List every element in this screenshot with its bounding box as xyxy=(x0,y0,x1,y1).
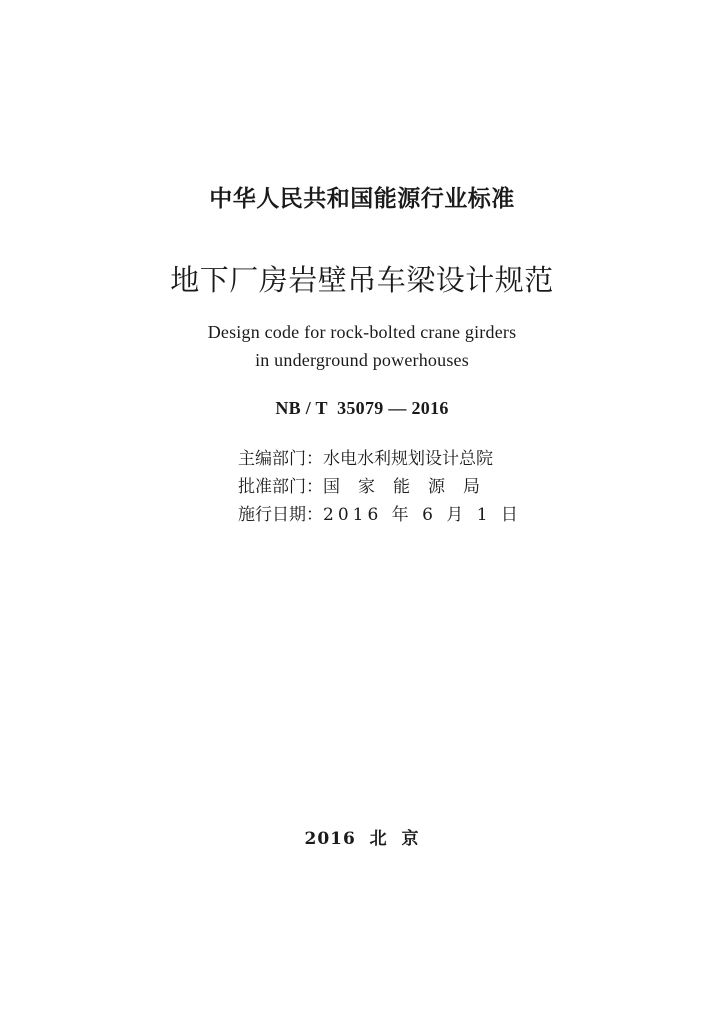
publication-year-place: 2016 北 京 xyxy=(304,829,420,849)
info-label: 主编部门： xyxy=(238,449,323,469)
info-value: 2016 年 6 月 1 日 xyxy=(323,505,522,525)
info-label: 施行日期： xyxy=(238,505,323,525)
info-value: 国家能源局 xyxy=(323,477,498,497)
info-row-effective-date xyxy=(238,500,522,525)
standard-code: NB / T 35079 — 2016 xyxy=(275,398,449,418)
document-title-chinese: 地下厂房岩壁吊车梁设计规范 xyxy=(170,263,554,297)
info-row-editor xyxy=(238,444,493,469)
info-label: 批准部门： xyxy=(238,477,323,497)
info-value: 水电水利规划设计总院 xyxy=(323,449,493,469)
document-title-english-line-1: Design code for rock-bolted crane girders xyxy=(207,322,517,342)
info-row-approver xyxy=(238,472,498,497)
series-title: 中华人民共和国能源行业标准 xyxy=(209,186,515,212)
document-title-english-line-2: in underground powerhouses xyxy=(255,350,469,370)
